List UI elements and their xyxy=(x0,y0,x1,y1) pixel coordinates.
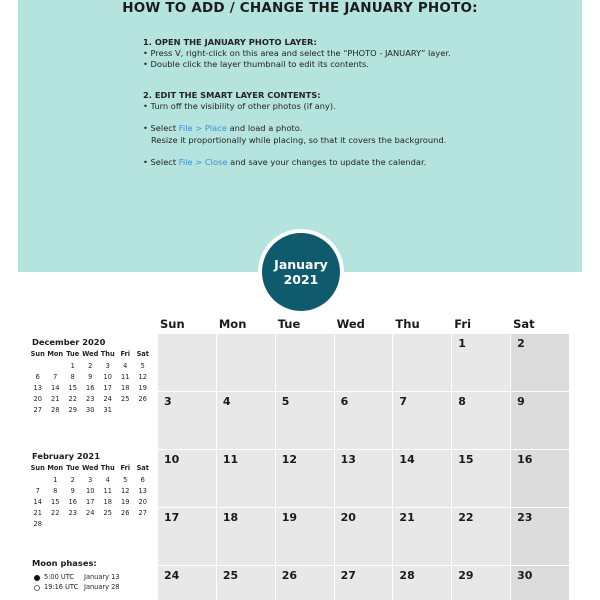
mini-weekday-label: Fri xyxy=(120,350,131,358)
day-number: 7 xyxy=(399,395,408,408)
mini-weekday-label: Mon xyxy=(47,350,64,358)
step-2-place-note: Resize it proportionally while placing, so that it covers the background. xyxy=(151,134,447,145)
instructions-step-2 xyxy=(143,90,583,168)
day-cell[interactable] xyxy=(217,566,276,600)
mini-day: 9 xyxy=(88,373,93,381)
mini-day: 19 xyxy=(121,498,130,506)
empty-day-cell[interactable] xyxy=(393,334,452,392)
empty-day-cell[interactable] xyxy=(217,334,276,392)
mini-day: 24 xyxy=(103,395,112,403)
mini-weekday-label: Thu xyxy=(100,464,115,472)
day-number: 13 xyxy=(340,453,356,466)
mini-day: 8 xyxy=(53,487,58,495)
mini-day: 25 xyxy=(103,509,112,517)
mini-weekday-label: Fri xyxy=(120,464,131,472)
mini-day: 23 xyxy=(86,395,95,403)
weekday-label: Wed xyxy=(336,317,365,331)
day-cell[interactable] xyxy=(335,508,394,566)
mini-day: 3 xyxy=(88,476,93,484)
mini-day: 14 xyxy=(51,384,60,392)
instructions-step-1 xyxy=(143,37,583,71)
day-cell[interactable] xyxy=(452,450,511,508)
empty-day-cell[interactable] xyxy=(335,334,394,392)
mini-day: 6 xyxy=(35,373,40,381)
day-number: 16 xyxy=(517,453,533,466)
day-cell[interactable] xyxy=(452,334,511,392)
mini-weekday-label: Sat xyxy=(136,350,149,358)
day-number: 26 xyxy=(281,569,298,582)
day-number: 18 xyxy=(222,511,239,524)
mini-day: 16 xyxy=(86,384,95,392)
step-2-heading: 2. EDIT THE SMART LAYER CONTENTS: xyxy=(143,90,321,100)
mini-day: 24 xyxy=(86,509,95,517)
mini-weekday-label: Wed xyxy=(82,464,99,472)
month-name: January xyxy=(274,257,328,272)
mini-day: 4 xyxy=(105,476,110,484)
day-number: 14 xyxy=(399,453,415,466)
day-number: 4 xyxy=(222,395,231,408)
mini-day: 19 xyxy=(138,384,147,392)
mini-day: 26 xyxy=(138,395,147,403)
day-number: 30 xyxy=(517,569,533,582)
mini-weekday-label: Sun xyxy=(30,464,45,472)
day-number: 8 xyxy=(458,395,466,408)
mini-day: 16 xyxy=(68,498,77,506)
moon-phase-time: 19:16 UTC xyxy=(44,583,79,591)
mini-day: 20 xyxy=(33,395,42,403)
weekday-label: Fri xyxy=(454,317,472,331)
day-number: 22 xyxy=(458,511,474,524)
mini-day: 3 xyxy=(105,362,110,370)
full-moon-icon xyxy=(34,585,40,591)
day-cell[interactable] xyxy=(511,508,570,566)
day-number: 9 xyxy=(517,395,525,408)
day-cell[interactable] xyxy=(158,392,217,450)
day-cell[interactable] xyxy=(393,450,452,508)
mini-calendar-title: December 2020 xyxy=(32,337,106,347)
mini-day: 27 xyxy=(138,509,147,517)
day-cell[interactable] xyxy=(217,392,276,450)
mini-weekday-label: Tue xyxy=(66,464,80,472)
mini-day: 13 xyxy=(138,487,147,495)
file-place-link[interactable]: File > Place xyxy=(178,123,227,134)
weekday-label: Mon xyxy=(218,317,247,331)
step-1-line-2: • Double click the layer thumbnail to edit its contents. xyxy=(143,59,369,70)
mini-day: 25 xyxy=(121,395,130,403)
day-cell[interactable] xyxy=(158,508,217,566)
mini-day: 21 xyxy=(33,509,42,517)
mini-calendar-title: February 2021 xyxy=(32,451,100,461)
place-suffix: and load a photo. xyxy=(226,123,303,134)
day-cell[interactable] xyxy=(158,566,217,600)
empty-day-cell[interactable] xyxy=(158,334,217,392)
mini-day: 17 xyxy=(86,498,95,506)
day-cell[interactable] xyxy=(511,334,570,392)
weekday-label: Sat xyxy=(513,317,535,331)
mini-day: 15 xyxy=(68,384,77,392)
file-close-link[interactable]: File > Close xyxy=(178,156,228,167)
mini-day: 1 xyxy=(70,362,75,370)
weekday-label: Thu xyxy=(395,317,420,331)
day-cell[interactable] xyxy=(158,450,217,508)
day-number: 21 xyxy=(399,511,415,524)
day-cell[interactable] xyxy=(452,392,511,450)
mini-day: 5 xyxy=(140,362,145,370)
day-number: 19 xyxy=(281,511,298,524)
month-year: 2021 xyxy=(283,272,319,287)
mini-day: 23 xyxy=(68,509,77,517)
mini-day: 2 xyxy=(88,362,93,370)
mini-weekday-label: Thu xyxy=(100,350,115,358)
step-2-close-line xyxy=(143,157,583,168)
weekday-label: Sun xyxy=(160,317,185,331)
close-suffix: and save your changes to update the calendar. xyxy=(227,156,427,167)
day-number: 3 xyxy=(164,395,172,408)
day-number: 15 xyxy=(458,453,474,466)
day-cell[interactable] xyxy=(335,450,394,508)
day-cell[interactable] xyxy=(393,392,452,450)
day-cell[interactable] xyxy=(276,392,335,450)
mini-weekday-label: Mon xyxy=(47,464,64,472)
mini-day: 11 xyxy=(121,373,130,381)
mini-day: 12 xyxy=(121,487,130,495)
mini-day: 27 xyxy=(33,406,42,414)
mini-day: 20 xyxy=(138,498,147,506)
moon-phase-row xyxy=(32,573,156,583)
month-badge-circle xyxy=(262,233,340,311)
day-number: 2 xyxy=(517,337,525,350)
mini-day: 26 xyxy=(121,509,130,517)
step-2-place-line xyxy=(143,123,583,134)
day-cell[interactable] xyxy=(217,450,276,508)
mini-weekday-label: Sat xyxy=(136,464,149,472)
mini-day: 5 xyxy=(123,476,128,484)
month-badge xyxy=(258,229,344,315)
mini-day: 12 xyxy=(138,373,147,381)
mini-day: 10 xyxy=(103,373,112,381)
moon-phases xyxy=(32,558,156,593)
day-number: 28 xyxy=(399,569,415,582)
mini-day: 18 xyxy=(121,384,130,392)
day-cell[interactable] xyxy=(335,566,394,600)
mini-day: 31 xyxy=(103,406,112,414)
mini-day: 21 xyxy=(51,395,60,403)
day-number: 25 xyxy=(222,569,239,582)
day-cell[interactable] xyxy=(452,566,511,600)
mini-day: 1 xyxy=(53,476,58,484)
weekday-header xyxy=(158,317,570,333)
mini-day: 9 xyxy=(70,487,75,495)
day-cell[interactable] xyxy=(511,392,570,450)
day-cell[interactable] xyxy=(217,508,276,566)
day-number: 23 xyxy=(517,511,533,524)
mini-day: 2 xyxy=(70,476,75,484)
day-cell[interactable] xyxy=(511,566,570,600)
day-number: 1 xyxy=(458,337,466,350)
moon-phase-date: January 13 xyxy=(84,573,120,581)
mini-calendar-next xyxy=(32,451,156,532)
place-prefix: • Select xyxy=(143,123,179,134)
mini-day: 22 xyxy=(51,509,60,517)
day-number: 17 xyxy=(164,511,180,524)
mini-day: 29 xyxy=(68,406,77,414)
step-1-line-1: • Press V, right-click on this area and select the “PHOTO - JANUARY” layer. xyxy=(143,48,451,59)
mini-calendar-previous xyxy=(32,337,156,418)
day-number: 11 xyxy=(222,453,239,466)
moon-phases-title: Moon phases: xyxy=(32,558,97,568)
mini-day: 14 xyxy=(33,498,42,506)
month-grid xyxy=(158,334,570,600)
day-number: 6 xyxy=(340,395,349,408)
mini-day: 18 xyxy=(103,498,112,506)
day-cell[interactable] xyxy=(511,450,570,508)
mini-day: 6 xyxy=(140,476,145,484)
day-cell[interactable] xyxy=(276,508,335,566)
mini-weekday-label: Wed xyxy=(82,350,99,358)
moon-phase-date: January 28 xyxy=(84,583,120,591)
day-cell[interactable] xyxy=(276,450,335,508)
day-number: 12 xyxy=(281,453,298,466)
mini-day: 7 xyxy=(35,487,40,495)
day-cell[interactable] xyxy=(393,508,452,566)
mini-day: 7 xyxy=(53,373,58,381)
mini-day: 28 xyxy=(33,520,42,528)
day-number: 10 xyxy=(164,453,180,466)
empty-day-cell[interactable] xyxy=(276,334,335,392)
step-2-line-1: • Turn off the visibility of other photos (if any). xyxy=(143,101,336,112)
day-number: 20 xyxy=(340,511,356,524)
moon-phase-row xyxy=(32,583,156,593)
mini-day: 8 xyxy=(70,373,75,381)
step-1-heading: 1. OPEN THE JANUARY PHOTO LAYER: xyxy=(143,37,317,47)
day-number: 24 xyxy=(164,569,180,582)
mini-weekday-label: Sun xyxy=(30,350,45,358)
day-cell[interactable] xyxy=(276,566,335,600)
instructions-title: HOW TO ADD / CHANGE THE JANUARY PHOTO: xyxy=(122,0,478,16)
day-cell[interactable] xyxy=(452,508,511,566)
mini-day: 13 xyxy=(33,384,42,392)
mini-day: 17 xyxy=(103,384,112,392)
mini-day: 15 xyxy=(51,498,60,506)
mini-weekday-label: Tue xyxy=(66,350,80,358)
day-number: 5 xyxy=(281,395,290,408)
weekday-label: Tue xyxy=(277,317,301,331)
day-number: 27 xyxy=(340,569,356,582)
new-moon-icon xyxy=(34,575,40,581)
mini-day: 11 xyxy=(103,487,112,495)
day-number: 29 xyxy=(458,569,474,582)
mini-calendar-grid xyxy=(32,464,156,532)
close-prefix: • Select xyxy=(143,156,179,167)
moon-phase-time: 5:00 UTC xyxy=(44,573,74,581)
mini-day: 22 xyxy=(68,395,77,403)
mini-day: 28 xyxy=(51,406,60,414)
mini-day: 4 xyxy=(123,362,128,370)
mini-calendar-grid xyxy=(32,350,156,418)
mini-day: 30 xyxy=(86,406,95,414)
mini-day: 10 xyxy=(86,487,95,495)
day-cell[interactable] xyxy=(393,566,452,600)
day-cell[interactable] xyxy=(335,392,394,450)
